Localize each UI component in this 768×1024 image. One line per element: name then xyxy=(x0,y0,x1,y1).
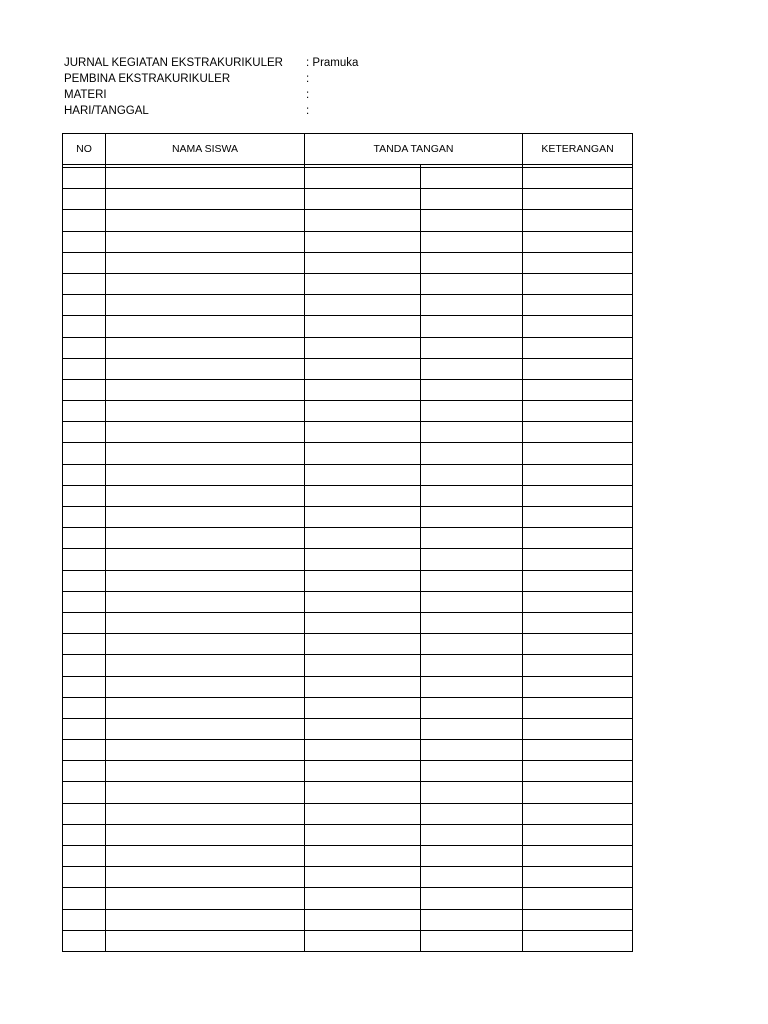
cell-tanda-tangan-1[interactable] xyxy=(305,485,421,506)
cell-nama-siswa[interactable] xyxy=(106,358,305,379)
table-row xyxy=(63,634,633,655)
cell-tanda-tangan-2[interactable] xyxy=(421,761,523,782)
cell-no[interactable] xyxy=(63,909,106,930)
cell-nama-siswa[interactable] xyxy=(106,485,305,506)
cell-tanda-tangan-1[interactable] xyxy=(305,252,421,273)
cell-no[interactable] xyxy=(63,210,106,231)
table-row xyxy=(63,210,633,231)
column-header-keterangan: KETERANGAN xyxy=(523,134,633,165)
cell-tanda-tangan-2[interactable] xyxy=(421,676,523,697)
cell-keterangan[interactable] xyxy=(523,252,633,273)
cell-tanda-tangan-1[interactable] xyxy=(305,316,421,337)
header-label: JURNAL KEGIATAN EKSTRAKURIKULER xyxy=(64,57,283,69)
cell-tanda-tangan-2[interactable] xyxy=(421,485,523,506)
cell-tanda-tangan-1[interactable] xyxy=(305,337,421,358)
cell-tanda-tangan-1[interactable] xyxy=(305,676,421,697)
cell-keterangan[interactable] xyxy=(523,273,633,294)
cell-keterangan[interactable] xyxy=(523,676,633,697)
cell-tanda-tangan-1[interactable] xyxy=(305,740,421,761)
cell-tanda-tangan-2[interactable] xyxy=(421,443,523,464)
cell-nama-siswa[interactable] xyxy=(106,909,305,930)
column-header-no: NO xyxy=(63,134,106,165)
cell-no[interactable] xyxy=(63,655,106,676)
cell-tanda-tangan-1[interactable] xyxy=(305,422,421,443)
table-row xyxy=(63,379,633,400)
cell-nama-siswa[interactable] xyxy=(106,930,305,951)
table-row xyxy=(63,697,633,718)
cell-keterangan[interactable] xyxy=(523,570,633,591)
cell-keterangan[interactable] xyxy=(523,846,633,867)
cell-nama-siswa[interactable] xyxy=(106,676,305,697)
table-row xyxy=(63,676,633,697)
cell-tanda-tangan-1[interactable] xyxy=(305,231,421,252)
cell-nama-siswa[interactable] xyxy=(106,464,305,485)
cell-nama-siswa[interactable] xyxy=(106,718,305,739)
cell-no[interactable] xyxy=(63,612,106,633)
cell-tanda-tangan-1[interactable] xyxy=(305,507,421,528)
cell-no[interactable] xyxy=(63,337,106,358)
cell-nama-siswa[interactable] xyxy=(106,634,305,655)
cell-nama-siswa[interactable] xyxy=(106,273,305,294)
cell-nama-siswa[interactable] xyxy=(106,888,305,909)
cell-keterangan[interactable] xyxy=(523,507,633,528)
cell-no[interactable] xyxy=(63,507,106,528)
cell-nama-siswa[interactable] xyxy=(106,697,305,718)
cell-nama-siswa[interactable] xyxy=(106,252,305,273)
table-row xyxy=(63,252,633,273)
cell-tanda-tangan-1[interactable] xyxy=(305,824,421,845)
table-row xyxy=(63,422,633,443)
cell-tanda-tangan-2[interactable] xyxy=(421,401,523,422)
table-row xyxy=(63,295,633,316)
cell-keterangan[interactable] xyxy=(523,930,633,951)
table-row xyxy=(63,337,633,358)
cell-tanda-tangan-1[interactable] xyxy=(305,443,421,464)
cell-nama-siswa[interactable] xyxy=(106,782,305,803)
cell-nama-siswa[interactable] xyxy=(106,846,305,867)
cell-tanda-tangan-2[interactable] xyxy=(421,824,523,845)
cell-nama-siswa[interactable] xyxy=(106,655,305,676)
cell-tanda-tangan-1[interactable] xyxy=(305,168,421,189)
cell-tanda-tangan-2[interactable] xyxy=(421,549,523,570)
cell-nama-siswa[interactable] xyxy=(106,761,305,782)
cell-nama-siswa[interactable] xyxy=(106,379,305,400)
cell-nama-siswa[interactable] xyxy=(106,189,305,210)
table-row xyxy=(63,824,633,845)
cell-no[interactable] xyxy=(63,824,106,845)
cell-tanda-tangan-2[interactable] xyxy=(421,295,523,316)
cell-nama-siswa[interactable] xyxy=(106,210,305,231)
cell-keterangan[interactable] xyxy=(523,655,633,676)
attendance-table xyxy=(62,133,633,952)
cell-keterangan[interactable] xyxy=(523,612,633,633)
cell-no[interactable] xyxy=(63,443,106,464)
cell-tanda-tangan-1[interactable] xyxy=(305,358,421,379)
cell-tanda-tangan-2[interactable] xyxy=(421,464,523,485)
cell-keterangan[interactable] xyxy=(523,803,633,824)
cell-nama-siswa[interactable] xyxy=(106,528,305,549)
cell-tanda-tangan-1[interactable] xyxy=(305,189,421,210)
cell-tanda-tangan-2[interactable] xyxy=(421,782,523,803)
cell-tanda-tangan-1[interactable] xyxy=(305,210,421,231)
cell-tanda-tangan-1[interactable] xyxy=(305,273,421,294)
cell-tanda-tangan-2[interactable] xyxy=(421,337,523,358)
table-row xyxy=(63,591,633,612)
cell-tanda-tangan-1[interactable] xyxy=(305,379,421,400)
cell-no[interactable] xyxy=(63,591,106,612)
cell-keterangan[interactable] xyxy=(523,337,633,358)
cell-no[interactable] xyxy=(63,761,106,782)
cell-nama-siswa[interactable] xyxy=(106,740,305,761)
cell-tanda-tangan-2[interactable] xyxy=(421,697,523,718)
table-row xyxy=(63,316,633,337)
cell-tanda-tangan-2[interactable] xyxy=(421,252,523,273)
header-field-tanggal xyxy=(64,103,358,119)
cell-tanda-tangan-2[interactable] xyxy=(421,273,523,294)
cell-keterangan[interactable] xyxy=(523,867,633,888)
cell-tanda-tangan-1[interactable] xyxy=(305,867,421,888)
cell-keterangan[interactable] xyxy=(523,824,633,845)
cell-keterangan[interactable] xyxy=(523,464,633,485)
cell-tanda-tangan-1[interactable] xyxy=(305,718,421,739)
cell-tanda-tangan-1[interactable] xyxy=(305,697,421,718)
cell-tanda-tangan-1[interactable] xyxy=(305,549,421,570)
table-row xyxy=(63,443,633,464)
column-header-nama-siswa: NAMA SISWA xyxy=(106,134,305,165)
table-row xyxy=(63,231,633,252)
cell-tanda-tangan-1[interactable] xyxy=(305,464,421,485)
table-row xyxy=(63,740,633,761)
header-value-activity[interactable]: Pramuka xyxy=(309,57,359,69)
cell-nama-siswa[interactable] xyxy=(106,867,305,888)
header-separator: : xyxy=(306,89,310,101)
cell-tanda-tangan-2[interactable] xyxy=(421,189,523,210)
cell-tanda-tangan-2[interactable] xyxy=(421,358,523,379)
cell-keterangan[interactable] xyxy=(523,718,633,739)
cell-tanda-tangan-2[interactable] xyxy=(421,718,523,739)
cell-tanda-tangan-2[interactable] xyxy=(421,231,523,252)
cell-no[interactable] xyxy=(63,634,106,655)
cell-no[interactable] xyxy=(63,718,106,739)
cell-tanda-tangan-2[interactable] xyxy=(421,210,523,231)
cell-nama-siswa[interactable] xyxy=(106,422,305,443)
cell-keterangan[interactable] xyxy=(523,634,633,655)
table-row xyxy=(63,273,633,294)
cell-no[interactable] xyxy=(63,549,106,570)
cell-no[interactable] xyxy=(63,570,106,591)
cell-nama-siswa[interactable] xyxy=(106,295,305,316)
cell-no[interactable] xyxy=(63,168,106,189)
table-row xyxy=(63,782,633,803)
cell-no[interactable] xyxy=(63,189,106,210)
table-row xyxy=(63,909,633,930)
cell-no[interactable] xyxy=(63,252,106,273)
cell-tanda-tangan-1[interactable] xyxy=(305,761,421,782)
cell-no[interactable] xyxy=(63,401,106,422)
cell-no[interactable] xyxy=(63,464,106,485)
cell-keterangan[interactable] xyxy=(523,422,633,443)
cell-no[interactable] xyxy=(63,888,106,909)
cell-tanda-tangan-2[interactable] xyxy=(421,316,523,337)
table-row xyxy=(63,888,633,909)
cell-keterangan[interactable] xyxy=(523,379,633,400)
cell-tanda-tangan-2[interactable] xyxy=(421,422,523,443)
cell-nama-siswa[interactable] xyxy=(106,612,305,633)
cell-nama-siswa[interactable] xyxy=(106,549,305,570)
cell-tanda-tangan-2[interactable] xyxy=(421,803,523,824)
table-row xyxy=(63,401,633,422)
cell-tanda-tangan-2[interactable] xyxy=(421,867,523,888)
table-row xyxy=(63,846,633,867)
cell-tanda-tangan-2[interactable] xyxy=(421,634,523,655)
cell-tanda-tangan-2[interactable] xyxy=(421,909,523,930)
cell-keterangan[interactable] xyxy=(523,485,633,506)
cell-tanda-tangan-1[interactable] xyxy=(305,634,421,655)
cell-keterangan[interactable] xyxy=(523,168,633,189)
header-field-jurnal xyxy=(64,55,358,71)
cell-nama-siswa[interactable] xyxy=(106,401,305,422)
column-header-tanda-tangan: TANDA TANGAN xyxy=(305,134,523,165)
cell-tanda-tangan-2[interactable] xyxy=(421,507,523,528)
cell-tanda-tangan-2[interactable] xyxy=(421,570,523,591)
cell-keterangan[interactable] xyxy=(523,401,633,422)
cell-tanda-tangan-1[interactable] xyxy=(305,909,421,930)
table-row xyxy=(63,189,633,210)
cell-keterangan[interactable] xyxy=(523,697,633,718)
cell-no[interactable] xyxy=(63,740,106,761)
cell-tanda-tangan-2[interactable] xyxy=(421,612,523,633)
cell-keterangan[interactable] xyxy=(523,210,633,231)
cell-keterangan[interactable] xyxy=(523,782,633,803)
table-row xyxy=(63,930,633,951)
table-row xyxy=(63,761,633,782)
cell-no[interactable] xyxy=(63,930,106,951)
cell-keterangan[interactable] xyxy=(523,443,633,464)
header-label: PEMBINA EKSTRAKURIKULER xyxy=(64,73,231,85)
cell-no[interactable] xyxy=(63,697,106,718)
cell-tanda-tangan-1[interactable] xyxy=(305,655,421,676)
cell-keterangan[interactable] xyxy=(523,888,633,909)
table-row xyxy=(63,358,633,379)
cell-keterangan[interactable] xyxy=(523,189,633,210)
cell-nama-siswa[interactable] xyxy=(106,316,305,337)
cell-tanda-tangan-2[interactable] xyxy=(421,591,523,612)
table-row xyxy=(63,655,633,676)
cell-keterangan[interactable] xyxy=(523,591,633,612)
cell-tanda-tangan-1[interactable] xyxy=(305,570,421,591)
cell-keterangan[interactable] xyxy=(523,740,633,761)
cell-no[interactable] xyxy=(63,358,106,379)
table-row xyxy=(63,464,633,485)
cell-no[interactable] xyxy=(63,676,106,697)
cell-tanda-tangan-1[interactable] xyxy=(305,846,421,867)
table-row xyxy=(63,168,633,189)
cell-keterangan[interactable] xyxy=(523,295,633,316)
cell-nama-siswa[interactable] xyxy=(106,507,305,528)
table-row xyxy=(63,612,633,633)
cell-tanda-tangan-2[interactable] xyxy=(421,528,523,549)
header-separator: : xyxy=(306,105,310,117)
table-body xyxy=(63,168,633,952)
header-separator: : xyxy=(306,73,310,85)
cell-nama-siswa[interactable] xyxy=(106,337,305,358)
cell-keterangan[interactable] xyxy=(523,316,633,337)
cell-keterangan[interactable] xyxy=(523,528,633,549)
cell-nama-siswa[interactable] xyxy=(106,168,305,189)
cell-no[interactable] xyxy=(63,316,106,337)
cell-no[interactable] xyxy=(63,867,106,888)
header-separator: : xyxy=(306,57,310,69)
cell-nama-siswa[interactable] xyxy=(106,591,305,612)
cell-tanda-tangan-2[interactable] xyxy=(421,740,523,761)
header-label: MATERI xyxy=(64,89,107,101)
cell-tanda-tangan-2[interactable] xyxy=(421,930,523,951)
cell-no[interactable] xyxy=(63,803,106,824)
cell-no[interactable] xyxy=(63,846,106,867)
cell-tanda-tangan-1[interactable] xyxy=(305,612,421,633)
cell-keterangan[interactable] xyxy=(523,761,633,782)
cell-no[interactable] xyxy=(63,422,106,443)
cell-tanda-tangan-1[interactable] xyxy=(305,782,421,803)
cell-no[interactable] xyxy=(63,379,106,400)
cell-keterangan[interactable] xyxy=(523,231,633,252)
header-field-pembina xyxy=(64,71,358,87)
table-row xyxy=(63,570,633,591)
cell-tanda-tangan-1[interactable] xyxy=(305,803,421,824)
cell-no[interactable] xyxy=(63,528,106,549)
cell-tanda-tangan-1[interactable] xyxy=(305,401,421,422)
journal-header xyxy=(64,55,358,119)
cell-keterangan[interactable] xyxy=(523,358,633,379)
cell-nama-siswa[interactable] xyxy=(106,570,305,591)
cell-nama-siswa[interactable] xyxy=(106,231,305,252)
cell-no[interactable] xyxy=(63,231,106,252)
table-row xyxy=(63,803,633,824)
cell-tanda-tangan-2[interactable] xyxy=(421,888,523,909)
cell-tanda-tangan-2[interactable] xyxy=(421,655,523,676)
cell-tanda-tangan-2[interactable] xyxy=(421,846,523,867)
header-label: HARI/TANGGAL xyxy=(64,105,149,117)
cell-nama-siswa[interactable] xyxy=(106,824,305,845)
cell-tanda-tangan-1[interactable] xyxy=(305,888,421,909)
cell-tanda-tangan-1[interactable] xyxy=(305,930,421,951)
cell-tanda-tangan-2[interactable] xyxy=(421,168,523,189)
cell-tanda-tangan-1[interactable] xyxy=(305,528,421,549)
cell-nama-siswa[interactable] xyxy=(106,803,305,824)
table-row xyxy=(63,485,633,506)
header-field-materi xyxy=(64,87,358,103)
cell-keterangan[interactable] xyxy=(523,549,633,570)
cell-nama-siswa[interactable] xyxy=(106,443,305,464)
cell-no[interactable] xyxy=(63,782,106,803)
cell-no[interactable] xyxy=(63,485,106,506)
cell-no[interactable] xyxy=(63,273,106,294)
table-header-row xyxy=(63,134,633,165)
table-row xyxy=(63,528,633,549)
table-row xyxy=(63,718,633,739)
cell-tanda-tangan-1[interactable] xyxy=(305,591,421,612)
cell-tanda-tangan-2[interactable] xyxy=(421,379,523,400)
table-row xyxy=(63,867,633,888)
cell-keterangan[interactable] xyxy=(523,909,633,930)
cell-tanda-tangan-1[interactable] xyxy=(305,295,421,316)
table-row xyxy=(63,507,633,528)
cell-no[interactable] xyxy=(63,295,106,316)
table-row xyxy=(63,549,633,570)
